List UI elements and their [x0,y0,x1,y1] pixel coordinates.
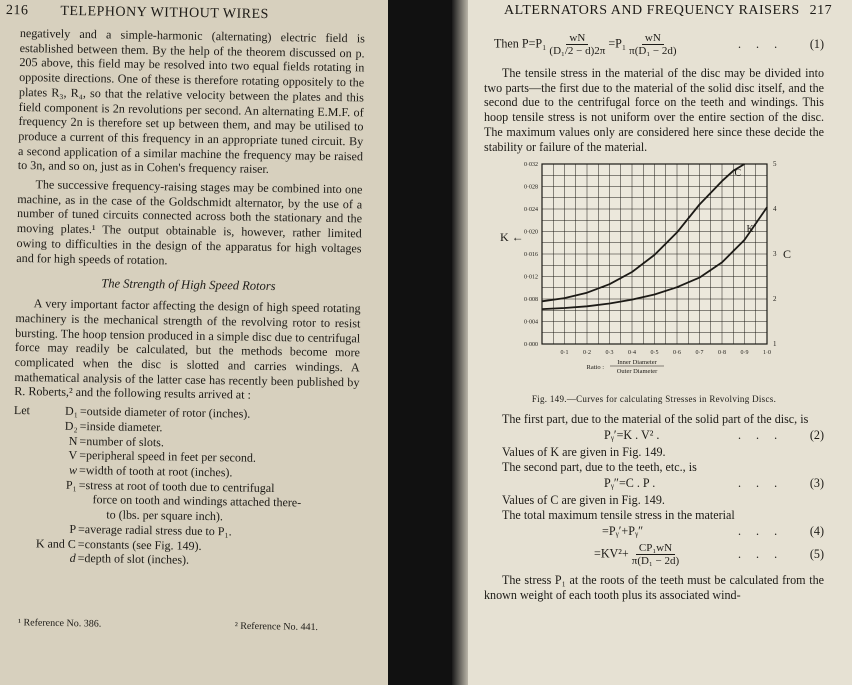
eq5-dots: . . . [738,547,784,562]
x-tick-label: 0·1 [560,350,569,357]
x-tick-label: 0·6 [673,350,681,357]
definition-continuation: force on tooth and windings attached there- [92,492,302,510]
y-left-tick-label: 0·000 [524,342,538,349]
x-tick-label: 0·4 [628,350,636,357]
eq2-number: (2) [809,428,824,443]
y-left-tick-label: 0·008 [524,297,538,304]
x-tick-label: 0·2 [583,350,591,357]
eq4-dots: . . . [738,524,784,539]
footnote-1: ¹ Reference No. 386. [17,617,102,630]
section-title: The Strength of High Speed Rotors [101,276,276,294]
definition-symbol: V [68,448,78,463]
eq1-numerator-1: wN [566,32,588,45]
eq1-mid: =P₁ [608,35,627,50]
x-axis-label-denominator: Outer Diameter [616,368,658,376]
footnotes [18,617,358,633]
eq1-numerator-2: wN [642,32,664,45]
definition-text: =inside diameter. [79,418,163,435]
x-tick-label: 1·0 [763,350,771,357]
eq1-fraction-2 [629,32,676,57]
x-tick-label: 0·9 [740,350,749,357]
definition-text: =average radial stress due to P₁. [78,521,232,539]
equation-1 [484,26,824,62]
y-right-axis-label: C [783,247,792,262]
y-left-axis-label: K ← [500,230,524,245]
eq4-number: (4) [809,524,824,539]
x-tick-label: 0·5 [650,350,659,357]
y-left-tick-label: 0·020 [524,229,538,236]
equation-4 [484,523,824,541]
right-running-head [504,3,832,19]
right-paragraph-1: The tensile stress in the material of the disc may be divided into two parts—the first due to the material of the solid disc itself, and the second due to the centrifugal force on the teeth and windings. This hoop tensile stress is not uniform over the entire section of the disc. The maximum values only are considered here since these decide the stability or failure of the material. [484,66,824,154]
stress-chart [484,160,824,392]
x-tick-label: 0·8 [718,350,726,357]
second-part-line: The second part, due to the teeth, etc., is [502,459,697,474]
definition-continuation: to (lbs. per square inch). [106,507,224,524]
let-label: Let [13,403,31,418]
left-body [12,26,365,570]
left-page [0,0,388,685]
left-page-number: 216 [5,3,29,19]
x-tick-label: 0·3 [605,350,614,357]
definition-symbol: K and C [35,535,76,551]
y-left-tick-label: 0·012 [524,274,538,281]
definition-text: =peripheral speed in feet per second. [79,448,257,466]
series-label-K: K [746,224,754,236]
figure-149 [484,160,824,392]
y-right-tick-label: 2 [773,295,777,304]
x-tick-label: 0·7 [695,350,704,357]
y-right-tick-label: 5 [773,160,777,169]
right-paragraph-2: The first part, due to the material of the solid part of the disc, is [502,412,809,427]
eq5-number: (5) [809,547,824,562]
right-running-title: ALTERNATORS AND FREQUENCY RAISERS [504,3,800,18]
y-left-tick-label: 0·016 [524,252,538,259]
eq1-denominator-2: π(D₁ − 2d) [629,44,677,57]
definition-symbol: w [68,462,78,477]
eq1-denominator-1: (D₁/2 − d)2π [549,44,606,57]
y-left-tick-label: 0·032 [524,162,538,169]
eq1-fraction-1 [549,32,605,57]
definition-symbol: d [69,551,76,566]
y-right-tick-label: 4 [773,205,777,214]
total-stress-line: The total maximum tensile stress in the material [502,507,735,522]
left-paragraph-3: A very important factor affecting the design of high speed rotating machinery is the mechanical strength of the revolving rotor to resist bursting. The hoop tension produced in a simple disc due to centrifugal force may readily be calculated, but the methods become more complicated when the disc is slotted and carries windings. A mathematical analysis of the latter case has recently been published by R. Roberts,² and the following results arrived at : [14,296,361,403]
values-c-line: Values of C are given in Fig. 149. [502,492,665,507]
eq4-body: =Pᵧ′+Pᵧ″ [602,524,644,539]
definition-symbol: P₁ [65,477,77,492]
eq1-number: (1) [809,36,824,51]
definition-text: =outside diameter of rotor (inches). [79,404,251,421]
eq5-denominator: π(D₁ − 2d) [631,555,680,568]
left-running-head [6,3,269,23]
definition-list [12,403,359,570]
right-page [468,0,852,685]
eq5-fraction [632,542,679,567]
eq5-numerator: CP₁wN [636,542,675,555]
definition-text: =depth of slot (inches). [77,551,190,567]
right-page-number: 217 [809,3,833,18]
eq3-number: (3) [809,476,824,491]
definition-symbol: P [69,521,77,536]
series-label-C: C [734,168,742,180]
x-axis-label-numerator: Inner Diameter [617,359,657,367]
definition-text: =constants (see Fig. 149). [77,536,202,553]
x-axis-label: Ratio : [586,364,604,372]
definition-symbol: N [68,433,78,448]
eq2-dots: . . . [738,428,784,443]
eq1-lead: Then P=P₁ [494,35,547,50]
definition-text: =width of tooth at root (inches). [78,462,233,480]
y-right-tick-label: 3 [773,250,777,259]
eq3-dots: . . . [738,476,784,491]
eq2-body: Pᵧ′=K . V² . [604,428,660,443]
y-right-tick-label: 1 [773,340,777,349]
values-k-line: Values of K are given in Fig. 149. [502,444,666,459]
eq3-body: Pᵧ″=C . P . [604,476,656,491]
equation-3 [484,475,824,493]
figure-caption: Fig. 149.—Curves for calculating Stresses in Revolving Discs. [531,394,777,405]
right-paragraph-3: The stress P₁ at the roots of the teeth must be calculated from the known weight of each tooth plus its associated wind- [484,572,824,602]
right-body [484,26,824,602]
eq5-lead: =KV²+ [594,546,629,561]
definition-text: =stress at root of tooth due to centrifugal [78,477,275,495]
definition-symbol: D₂ [64,418,78,433]
equation-2 [484,427,824,445]
left-paragraph-1: negatively and a simple-harmonic (alternating) electric field is established between them. By the help of the theorem discussed on p. 205 above, this field may be resolved into two equal fields rotating in opposite directions. One of these is therefore rotating oppositely to the plates R₃, R₄, so that the relative velocity between the plates and this field component is 2n revolutions per second. An alternating E.M.F. of frequency 2n is therefore set up between them, and may be utilised to produce a current of this frequency in an appropriate tuned circuit. By a second application of a similar machine the frequency may be raised to 3n, and so on, just as in Cohen's frequency raiser. [17,26,365,177]
footnote-2: ² Reference No. 441. [234,620,319,634]
equation-5 [484,541,824,569]
y-left-tick-label: 0·004 [524,319,538,326]
y-left-tick-label: 0·028 [524,184,538,191]
definition-text: =number of slots. [79,433,165,449]
left-paragraph-2: The successive frequency-raising stages may be combined into one machine, as in the case of the Goldschmidt alternator, by the use of a number of tuned circuits connected across both the stationary and the moving plates.¹ The output obtainable is, however, rather limited owing to difficulties in the design of the apparatus for high voltages and for high speeds of rotation. [16,177,363,267]
definition-symbol: D₁ [64,403,79,419]
eq1-dots: . . . [738,36,784,51]
left-running-title: TELEPHONY WITHOUT WIRES [60,3,269,23]
y-left-tick-label: 0·024 [524,207,538,214]
